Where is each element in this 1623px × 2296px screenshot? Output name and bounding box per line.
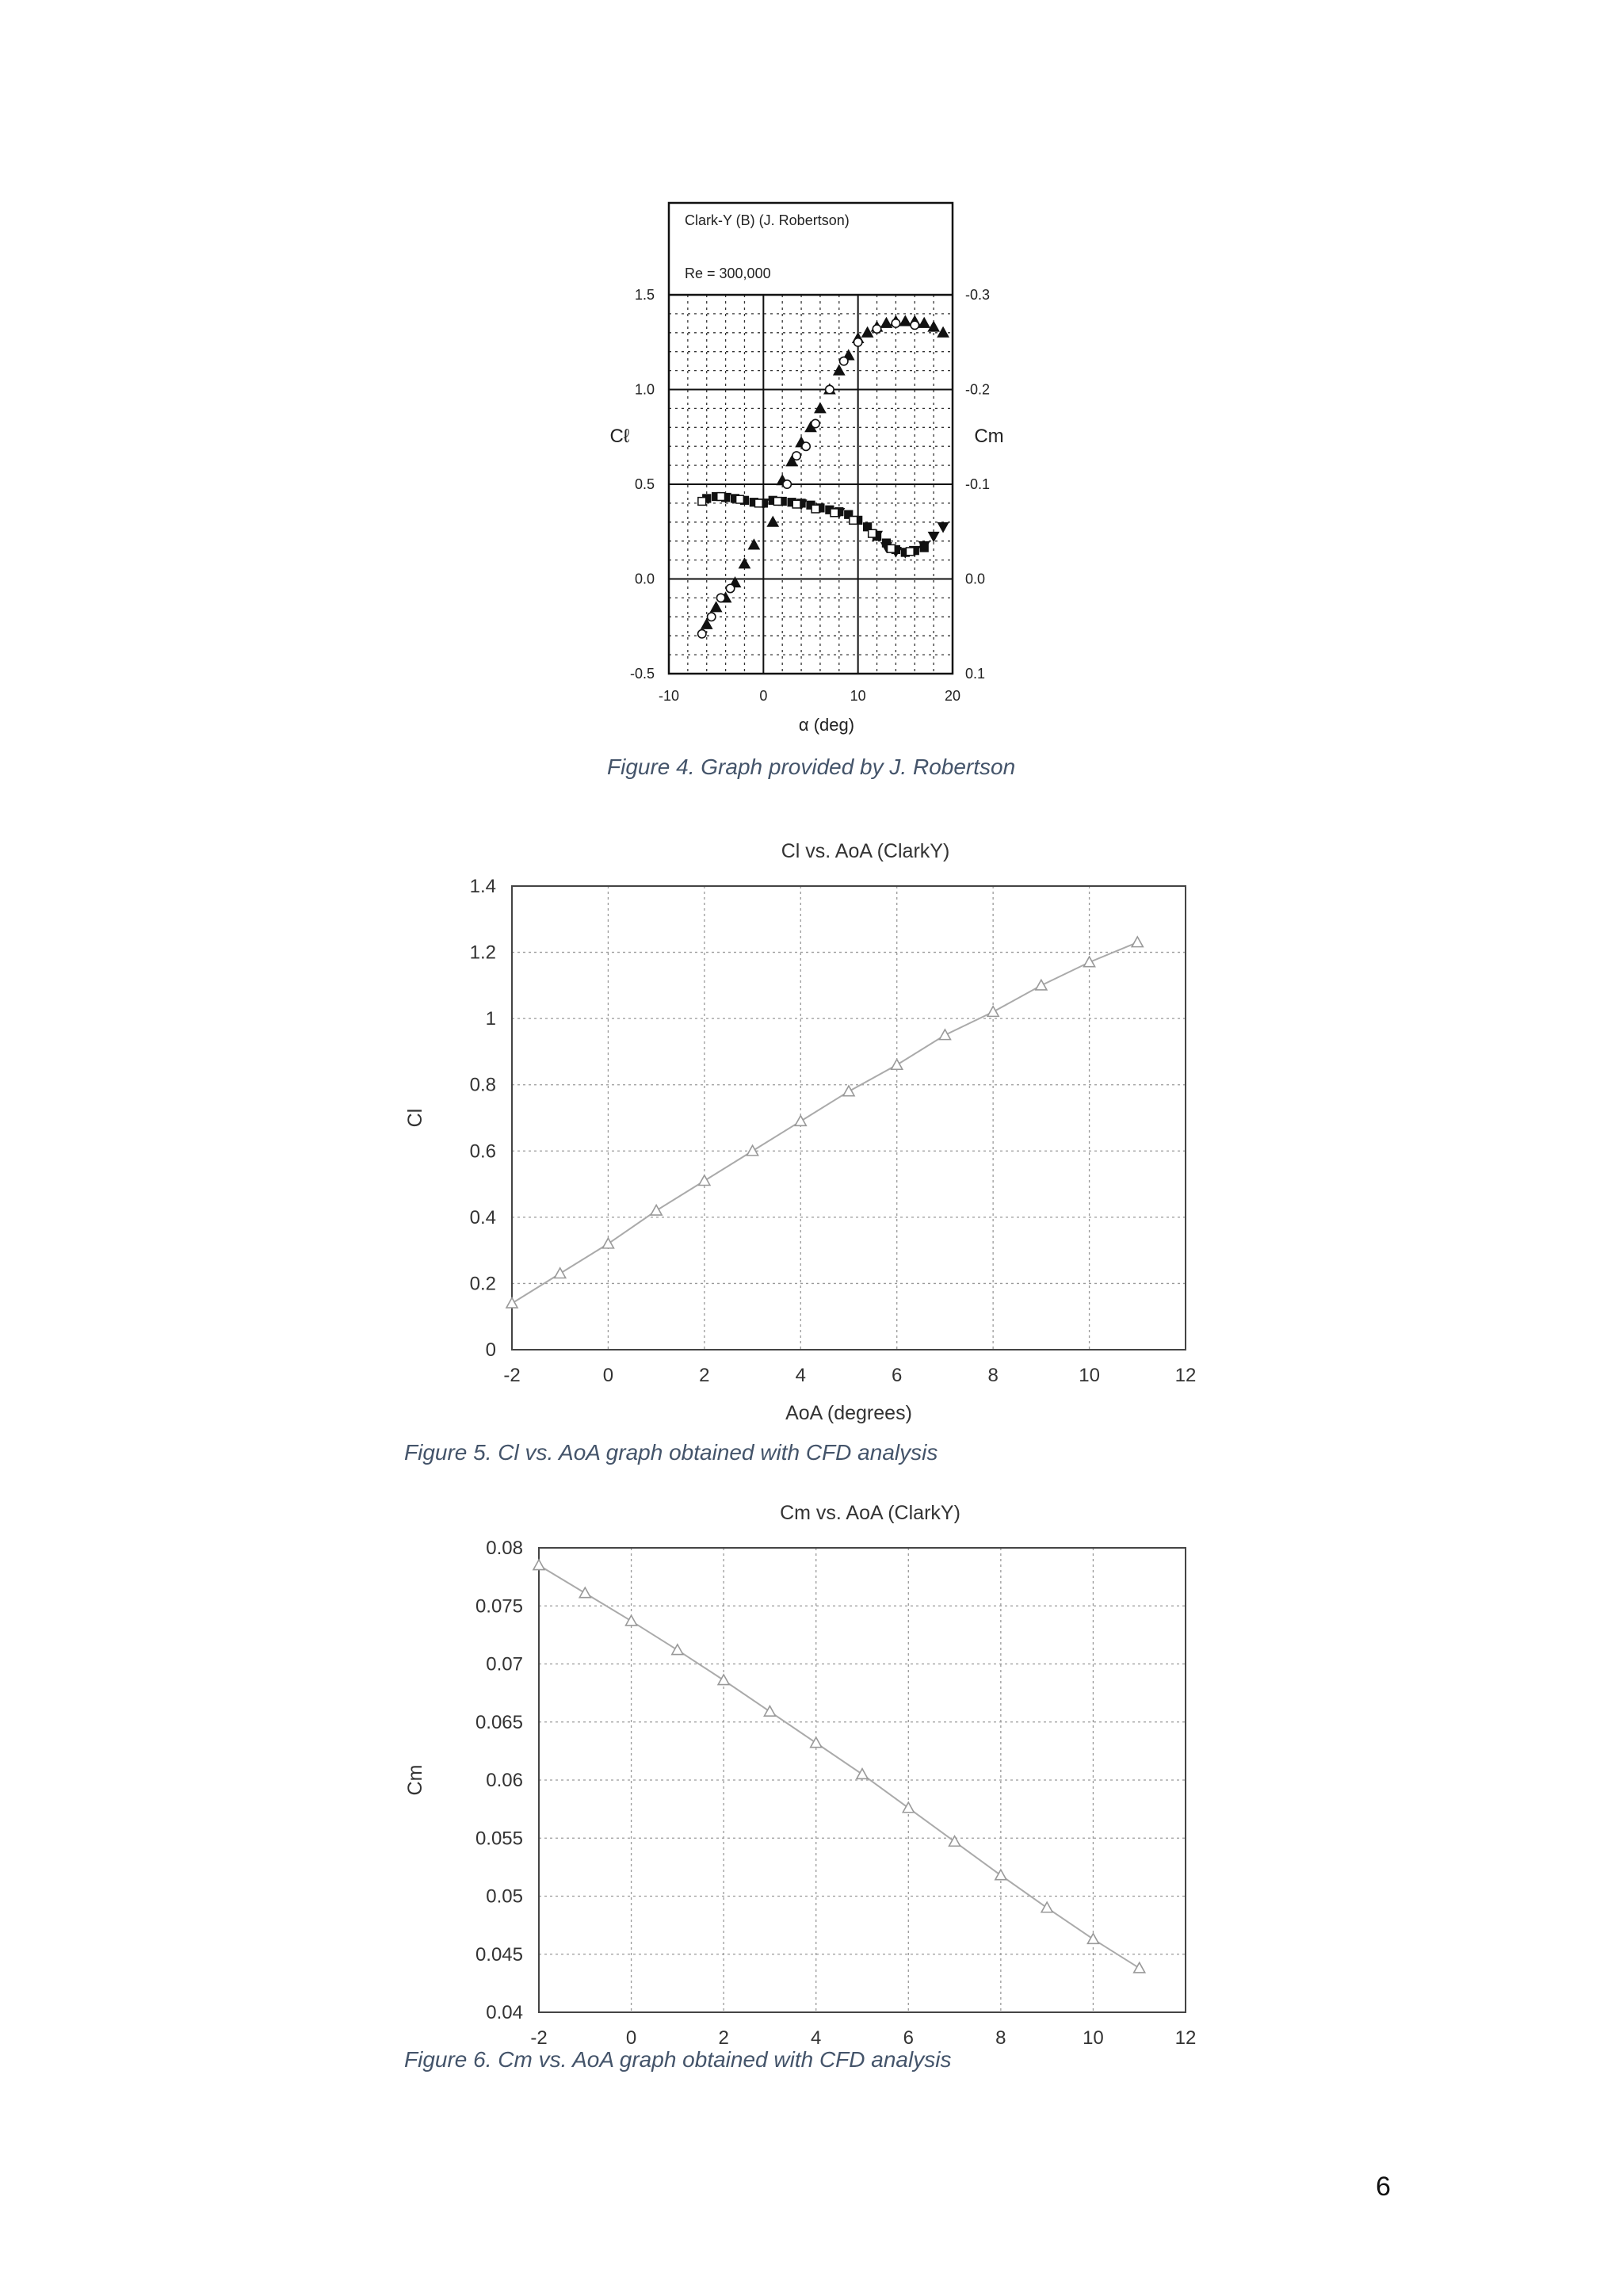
data-point-s2 xyxy=(769,496,777,504)
data-point-s0 xyxy=(711,602,721,612)
data-point-s3 xyxy=(881,543,892,552)
data-point xyxy=(1087,1934,1098,1944)
figure-6-caption: Figure 6. Cm vs. AoA graph obtained with CFD analysis xyxy=(404,2047,952,2072)
data-point-s2 xyxy=(712,493,720,501)
data-point xyxy=(699,1175,710,1186)
data-point-s2 xyxy=(788,499,796,506)
x-tick-label: 8 xyxy=(995,2027,1006,2049)
x-tick-label: -2 xyxy=(503,1365,521,1386)
y-right-tick-label: 0.1 xyxy=(965,666,986,682)
data-point-s2 xyxy=(845,510,853,518)
data-point-s0 xyxy=(853,333,863,342)
x-tick-label: 10 xyxy=(1083,2027,1104,2049)
data-point-s0 xyxy=(768,517,778,526)
x-tick-label: 0 xyxy=(602,1365,614,1386)
data-point-s0 xyxy=(910,316,920,326)
data-point-s4 xyxy=(736,495,744,503)
data-point xyxy=(672,1645,683,1655)
data-point-s0 xyxy=(815,403,825,413)
y-right-tick-label: -0.1 xyxy=(965,476,991,492)
data-point-s0 xyxy=(777,476,788,485)
data-point xyxy=(555,1268,566,1278)
data-point-s4 xyxy=(906,548,914,556)
data-point-s4 xyxy=(812,505,819,513)
data-point-s1 xyxy=(840,357,848,365)
y-axis-label: Cm xyxy=(404,1764,426,1796)
data-point-s0 xyxy=(872,322,882,331)
x-tick-label: 12 xyxy=(1174,1365,1197,1386)
x-tick-label: 12 xyxy=(1174,2027,1197,2049)
y-tick-label: 0.045 xyxy=(475,1943,523,1966)
x-tick-label: 0 xyxy=(625,2027,637,2049)
plot-frame xyxy=(669,203,953,674)
y-left-axis-label: Cℓ xyxy=(609,426,630,447)
data-point-s4 xyxy=(831,509,838,517)
data-point-s2 xyxy=(807,501,815,509)
series-line xyxy=(539,1565,1140,1968)
cm-vs-aoa-chart xyxy=(404,1502,1196,2049)
data-point-s2 xyxy=(741,496,749,504)
data-point xyxy=(718,1675,729,1685)
data-point-s2 xyxy=(835,508,843,516)
chart-title: Cm vs. AoA (ClarkY) xyxy=(780,1502,960,1524)
x-tick-label: 20 xyxy=(944,688,961,704)
data-point-s2 xyxy=(854,517,862,525)
data-point-s3 xyxy=(891,548,901,557)
data-point-s3 xyxy=(910,546,920,556)
data-point-s2 xyxy=(703,495,711,502)
data-point xyxy=(939,1030,950,1040)
data-point-s4 xyxy=(754,499,762,507)
data-point-s2 xyxy=(778,498,786,506)
data-point-s1 xyxy=(708,613,716,621)
data-point xyxy=(747,1145,758,1156)
x-tick-label: 2 xyxy=(699,1365,710,1386)
chart-title: Clark-Y (B) (J. Robertson) xyxy=(685,212,850,228)
y-right-tick-label: -0.3 xyxy=(965,287,991,303)
x-tick-label: 2 xyxy=(718,2027,729,2049)
y-left-tick-label: 0.0 xyxy=(634,571,655,587)
plot-frame xyxy=(512,886,1186,1350)
data-point-s0 xyxy=(806,422,816,432)
data-point-s2 xyxy=(901,548,909,556)
figure-4-caption: Figure 4. Graph provided by J. Robertson xyxy=(607,755,1016,779)
data-point-s0 xyxy=(938,327,949,337)
data-point-s2 xyxy=(911,547,918,555)
data-point-s0 xyxy=(891,316,901,326)
y-tick-label: 0.6 xyxy=(469,1140,496,1163)
x-tick-label: 6 xyxy=(903,2027,914,2049)
x-tick-label: 8 xyxy=(987,1365,999,1386)
x-tick-label: 10 xyxy=(1079,1365,1100,1386)
data-point xyxy=(857,1769,868,1779)
data-point-s1 xyxy=(792,452,800,460)
data-point-s1 xyxy=(826,385,834,393)
x-tick-label: -2 xyxy=(530,2027,548,2049)
data-point xyxy=(1132,937,1143,947)
y-tick-label: 0.04 xyxy=(486,2002,523,2023)
data-point-s0 xyxy=(824,384,834,394)
x-tick-label: 10 xyxy=(850,688,866,704)
chart-title: Cl vs. AoA (ClarkY) xyxy=(781,840,950,862)
x-axis-label: α (deg) xyxy=(798,715,855,735)
y-right-tick-label: -0.2 xyxy=(965,381,991,398)
data-point xyxy=(764,1706,775,1717)
figure-5-caption: Figure 5. Cl vs. AoA graph obtained with CFD analysis xyxy=(404,1440,938,1465)
data-point xyxy=(995,1870,1006,1880)
data-point-s1 xyxy=(783,480,791,488)
data-point-s2 xyxy=(731,495,739,502)
data-point-s0 xyxy=(919,318,930,327)
data-point-s4 xyxy=(717,493,725,501)
data-point xyxy=(626,1615,637,1626)
data-point-s1 xyxy=(726,584,734,592)
y-tick-label: 1 xyxy=(485,1008,496,1030)
y-left-tick-label: 0.5 xyxy=(634,476,655,492)
y-left-tick-label: 1.5 xyxy=(634,287,655,303)
x-tick-label: 4 xyxy=(811,2027,822,2049)
data-point-s1 xyxy=(802,442,810,450)
plot-frame xyxy=(539,1548,1186,2012)
data-point-s2 xyxy=(797,499,805,507)
x-tick-label: -10 xyxy=(658,688,680,704)
data-point-s0 xyxy=(720,593,731,602)
data-point-s3 xyxy=(796,500,807,510)
y-tick-label: 0.065 xyxy=(475,1711,523,1733)
data-point-s4 xyxy=(698,498,706,506)
data-point xyxy=(602,1238,613,1248)
data-point-s1 xyxy=(873,325,880,333)
data-point-s2 xyxy=(864,523,872,531)
data-point-s0 xyxy=(900,316,911,326)
series-line xyxy=(512,942,1137,1303)
y-left-tick-label: -0.5 xyxy=(629,666,655,682)
data-point xyxy=(1084,957,1095,967)
data-point xyxy=(651,1205,662,1216)
data-point xyxy=(892,1060,903,1070)
y-tick-label: 0.8 xyxy=(469,1074,496,1096)
y-tick-label: 1.2 xyxy=(469,942,496,964)
data-point xyxy=(843,1086,854,1096)
data-point-s3 xyxy=(872,531,882,541)
data-point-s3 xyxy=(929,533,939,542)
data-point-s0 xyxy=(796,437,807,447)
data-point-s1 xyxy=(812,419,819,427)
y-left-tick-label: 1.0 xyxy=(634,381,655,398)
data-point-s3 xyxy=(900,548,911,558)
data-point-s3 xyxy=(834,509,844,518)
y-tick-label: 0.2 xyxy=(469,1273,496,1295)
y-tick-label: 1.4 xyxy=(469,876,496,897)
data-point-s2 xyxy=(759,499,767,507)
data-point-s0 xyxy=(862,327,873,337)
data-point-s3 xyxy=(938,523,949,533)
data-point-s3 xyxy=(758,499,769,509)
y-tick-label: 0.06 xyxy=(486,1770,523,1791)
x-tick-label: 0 xyxy=(759,688,768,704)
data-point-s4 xyxy=(773,498,781,506)
y-tick-label: 0.07 xyxy=(486,1653,523,1675)
data-point xyxy=(949,1836,960,1847)
data-point-s3 xyxy=(720,494,731,503)
data-point-s0 xyxy=(787,457,797,466)
data-point xyxy=(1041,1902,1052,1912)
cl-vs-aoa-chart xyxy=(404,840,1196,1424)
y-right-axis-label: Cm xyxy=(974,426,1004,447)
y-tick-label: 0 xyxy=(485,1339,496,1361)
data-point-s0 xyxy=(881,318,892,327)
y-axis-label: Cl xyxy=(404,1108,426,1128)
y-tick-label: 0.055 xyxy=(475,1828,523,1850)
data-point-s2 xyxy=(750,499,758,506)
data-point-s4 xyxy=(869,529,876,537)
page-number: 6 xyxy=(1376,2172,1391,2202)
data-point-s2 xyxy=(826,506,834,514)
data-point xyxy=(811,1737,822,1748)
data-point-s0 xyxy=(834,365,844,375)
data-point-s4 xyxy=(888,544,896,552)
data-point-s2 xyxy=(892,546,900,554)
data-point xyxy=(987,1007,999,1017)
x-axis-label: AoA (degrees) xyxy=(785,1402,912,1424)
data-point-s2 xyxy=(816,504,824,512)
data-point xyxy=(795,1116,806,1126)
data-point-s2 xyxy=(722,494,730,502)
data-point xyxy=(1134,1962,1145,1973)
data-point-s1 xyxy=(698,630,706,638)
data-point xyxy=(533,1560,544,1570)
y-right-tick-label: 0.0 xyxy=(965,571,986,587)
y-tick-label: 0.4 xyxy=(469,1206,496,1228)
data-point xyxy=(579,1587,590,1598)
data-point xyxy=(1036,980,1047,990)
y-tick-label: 0.05 xyxy=(486,1885,523,1908)
data-point-s0 xyxy=(843,350,854,360)
data-point-s2 xyxy=(883,539,891,547)
data-point-s0 xyxy=(701,619,712,628)
data-point-s1 xyxy=(911,321,918,329)
y-tick-label: 0.08 xyxy=(486,1538,523,1559)
data-point-s0 xyxy=(730,578,740,587)
x-tick-label: 6 xyxy=(892,1365,903,1386)
data-point-s1 xyxy=(759,499,767,507)
data-point-s3 xyxy=(919,541,930,551)
data-point-s0 xyxy=(749,540,759,549)
data-point-s0 xyxy=(739,559,750,568)
robertson-chart xyxy=(609,203,1003,735)
data-point-s1 xyxy=(854,338,861,346)
data-point-s2 xyxy=(873,533,881,541)
data-point-s4 xyxy=(792,500,800,508)
data-point-s1 xyxy=(716,594,724,602)
data-point-s4 xyxy=(850,517,857,525)
y-tick-label: 0.075 xyxy=(475,1595,523,1618)
data-point xyxy=(506,1298,517,1308)
x-tick-label: 4 xyxy=(795,1365,806,1386)
data-point-s0 xyxy=(929,322,939,331)
chart-subtitle: Re = 300,000 xyxy=(685,266,771,281)
data-point-s2 xyxy=(920,544,928,552)
data-point xyxy=(903,1802,914,1813)
data-point-s1 xyxy=(892,319,899,327)
